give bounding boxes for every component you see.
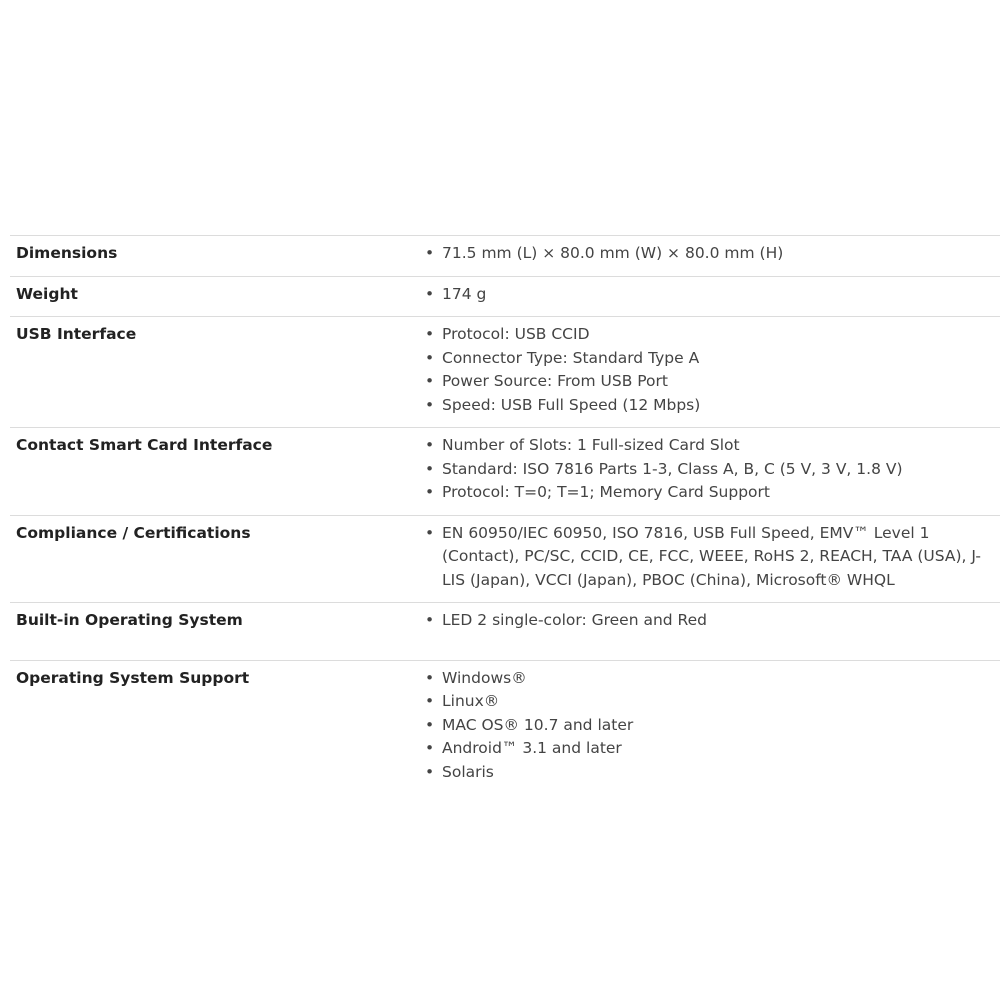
spec-table bbox=[10, 235, 1000, 794]
spec-value: • MAC OS® 10.7 and later bbox=[416, 714, 1000, 738]
spec-value: • Standard: ISO 7816 Parts 1-3, Class A, B, C (5 V, 3 V, 1.8 V) bbox=[416, 458, 1000, 482]
spec-row-dimensions bbox=[10, 236, 1000, 277]
spec-value: • LED 2 single-color: Green and Red bbox=[416, 609, 1000, 633]
spec-value: • Protocol: T=0; T=1; Memory Card Support bbox=[416, 481, 1000, 505]
spec-values bbox=[416, 276, 1000, 317]
spec-label: Operating System Support bbox=[16, 668, 250, 687]
spec-value: • EN 60950/IEC 60950, ISO 7816, USB Full Speed, EMV™ Level 1 (Contact), PC/SC, CCID, CE, FCC, WEEE, RoHS 2, REACH, TAA (USA), J-LIS (Japan), VCCI (Japan), PBOC (China), Microsoft® WHQL bbox=[416, 522, 1000, 593]
spec-value: • Windows® bbox=[416, 667, 1000, 691]
spec-values bbox=[416, 660, 1000, 794]
spec-label: USB Interface bbox=[16, 325, 137, 343]
spec-value: • Solaris bbox=[416, 761, 1000, 785]
spec-values bbox=[416, 428, 1000, 516]
spec-value: • Android™ 3.1 and later bbox=[416, 737, 1000, 761]
spec-value: • 71.5 mm (L) × 80.0 mm (W) × 80.0 mm (H) bbox=[416, 242, 1000, 266]
spec-value: • Number of Slots: 1 Full-sized Card Slot bbox=[416, 434, 1000, 458]
spec-value: • Speed: USB Full Speed (12 Mbps) bbox=[416, 394, 1000, 418]
spec-row-weight bbox=[10, 276, 1000, 317]
spec-row-built-in-operating-system bbox=[10, 603, 1000, 661]
spec-row-compliance-certifications bbox=[10, 515, 1000, 603]
spec-label: Contact Smart Card Interface bbox=[16, 436, 273, 454]
spec-values bbox=[416, 317, 1000, 428]
spec-values bbox=[416, 603, 1000, 661]
spec-values bbox=[416, 236, 1000, 277]
spec-row-contact-smart-card-interface bbox=[10, 428, 1000, 516]
spec-values bbox=[416, 515, 1000, 603]
spec-value: • 174 g bbox=[416, 283, 1000, 307]
spec-value: • Power Source: From USB Port bbox=[416, 370, 1000, 394]
spec-label: Compliance / Certifications bbox=[16, 523, 251, 542]
spec-row-operating-system-support bbox=[10, 660, 1000, 794]
spec-value: • Connector Type: Standard Type A bbox=[416, 347, 1000, 371]
spec-label: Built-in Operating System bbox=[16, 611, 243, 629]
spec-label: Weight bbox=[16, 284, 78, 303]
spec-label: Dimensions bbox=[16, 244, 118, 262]
spec-value: • Linux® bbox=[416, 690, 1000, 714]
spec-value: • Protocol: USB CCID bbox=[416, 323, 1000, 347]
spec-row-usb-interface bbox=[10, 317, 1000, 428]
